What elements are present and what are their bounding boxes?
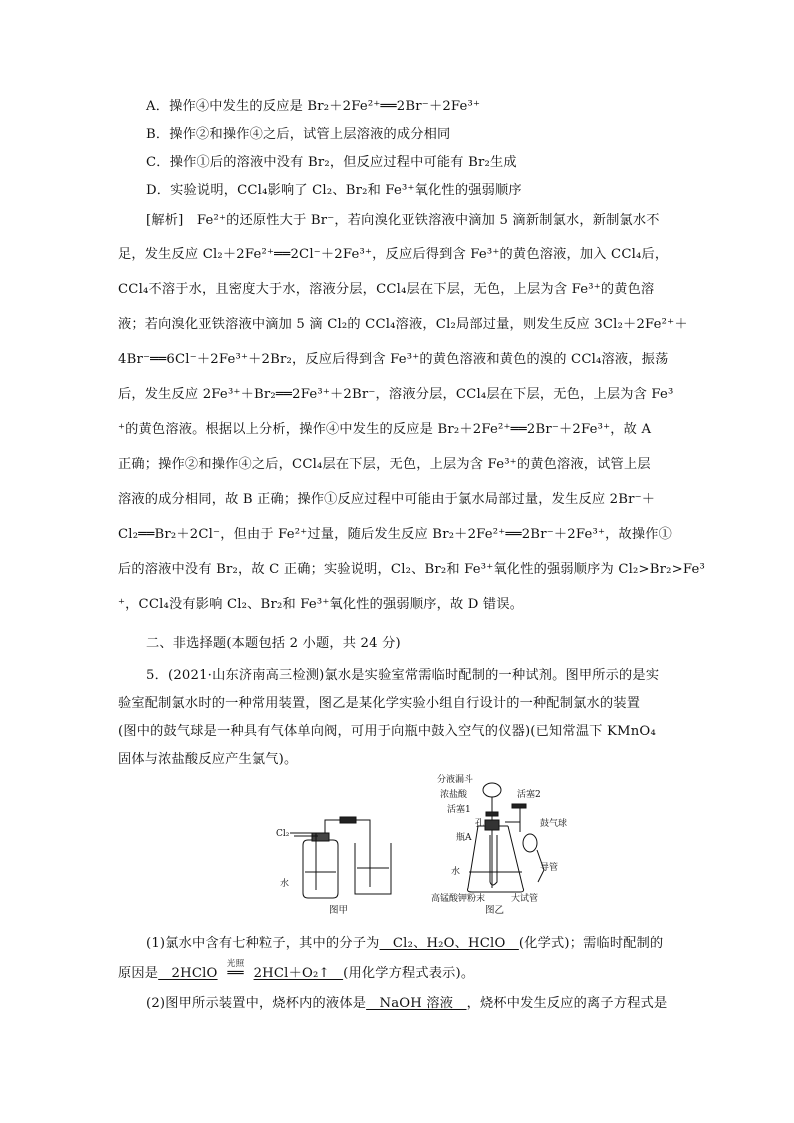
q1-answer-equation [158,959,344,981]
q2-prompt: (2)图甲所示装置中，烧杯内的液体是 [146,996,367,1011]
fig-jia-cl2-label: Cl₂ [276,829,290,839]
option-c: C．操作①后的溶液中没有 Br₂，但反应过程中可能有 Br₂生成 [146,155,517,170]
q1-tail: (用化学方程式表示)。 [343,966,475,981]
analysis-line: 溶液的成分相同，故 B 正确；操作①反应过程中可能由于氯水局部过量，发生反应 2Br⁻＋ [118,492,656,507]
analysis-line: 正确；操作②和操作④之后，CCl₄层在下层，无色，上层为含 Fe³⁺的黄色溶液，试管上层 [118,457,651,472]
fig-yi-acid-label: 浓盐酸 [440,790,468,800]
fig-yi-conduit-label: 导管 [540,863,559,873]
q1-prompt: (1)氯水中含有七种粒子，其中的分子为 [146,936,380,951]
question-5-line: 验室配制氯水时的一种常用装置，图乙是某化学实验小组自行设计的一种配制氯水的装置 [118,696,641,711]
fig-yi-tube-label: 大试管 [511,894,539,904]
q2-tail: ，烧杯中发生反应的离子方程式是 [466,996,668,1011]
question-5-line: 5．(2021·山东济南高三检测)氯水是实验室常需临时配制的一种试剂。图甲所示的是实 [146,668,660,683]
question-5-line: (图中的鼓气球是一种具有气体单向阀，可用于向瓶中鼓入空气的仪器)(已知常温下 KMnO₄ [118,724,656,739]
option-b: B．操作②和操作④之后，试管上层溶液的成分相同 [146,127,451,142]
fig-yi-funnel-label: 分液漏斗 [437,775,474,785]
fig-yi-caption: 图乙 [485,905,505,916]
equation-left: 2HClO [158,966,218,981]
equation-condition: 光照 [226,959,245,969]
analysis-line: 后，发生反应 2Fe³⁺＋Br₂══2Fe³⁺＋2Br⁻，溶液分层，CCl₄层在下层，无色，上层为含 Fe³ [118,387,674,402]
equation-right: 2HCl＋O₂↑ [253,966,344,981]
question-5-line: 固体与浓盐酸反应产生氯气)。 [118,752,298,767]
section-title: 二、非选择题(本题包括 2 小题，共 24 分) [146,636,401,651]
analysis-line: 后的溶液中没有 Br₂，故 C 正确；实验说明，Cl₂、Br₂和 Fe³⁺氧化性的强弱顺序为 Cl₂>Br₂>Fe³ [118,562,706,577]
analysis-line: Cl₂══Br₂＋2Cl⁻，但由于 Fe²⁺过量，随后发生反应 Br₂＋2Fe²⁺══2Br⁻＋2Fe³⁺，故操作① [118,527,673,542]
analysis-line: ⁺的黄色溶液。根据以上分析，操作④中发生的反应是 Br₂＋2Fe²⁺══2Br⁻＋2Fe³⁺，故 A [118,422,652,437]
analysis-line: [解析] Fe²⁺的还原性大于 Br⁻，若向溴化亚铁溶液中滴加 5 滴新制氯水，新制氯水不 [146,213,660,228]
q1-answer-molecules: Cl₂、H₂O、HClO [379,936,519,951]
q1-reason-label: 原因是 [118,966,159,981]
fig-yi-bulb-label: 鼓气球 [540,819,568,829]
fig-yi-hole-label: 孔 [475,819,485,829]
fig-jia-caption: 图甲 [329,905,349,916]
fig-yi-stopcock2-label: 活塞2 [517,790,541,800]
analysis-line: 液；若向溴化亚铁溶液中滴加 5 滴 Cl₂的 CCl₄溶液，Cl₂局部过量，则发生反应 3Cl₂＋2Fe²⁺＋ [118,317,688,332]
q2-answer-liquid: NaOH 溶液 [366,996,467,1011]
option-a: A．操作④中发生的反应是 Br₂＋2Fe²⁺══2Br⁻＋2Fe³⁺ [146,99,481,114]
analysis-line: CCl₄不溶于水，且密度大于水，溶液分层，CCl₄层在下层，无色，上层为含 Fe³⁺的黄色溶 [118,282,655,297]
fig-yi-water-label: 水 [451,867,461,877]
fig-jia-water-label: 水 [280,879,290,889]
q1-line2 [118,959,475,981]
q2-line [146,992,667,1011]
fig-yi-bottle-label: 瓶A [456,833,472,843]
equation-arrow: 光照 ══ [218,966,254,981]
option-d: D．实验说明，CCl₄影响了 Cl₂、Br₂和 Fe³⁺氧化性的强弱顺序 [146,183,522,198]
q1-line1 [146,932,663,951]
fig-yi-powder-label: 高锰酸钾粉末 [431,894,486,904]
analysis-line: ⁺，CCl₄没有影响 Cl₂、Br₂和 Fe³⁺氧化性的强弱顺序，故 D 错误。 [118,597,524,612]
fig-yi-stopcock1-label: 活塞1 [447,805,471,815]
q1-mid: (化学式)；需临时配制的 [518,936,664,951]
analysis-line: 足，发生反应 Cl₂＋2Fe²⁺══2Cl⁻＋2Fe³⁺，反应后得到含 Fe³⁺的黄色溶液，加入 CCl₄后， [118,247,669,262]
analysis-line: 4Br⁻══6Cl⁻＋2Fe³⁺＋2Br₂，反应后得到含 Fe³⁺的黄色溶液和黄色的溴的 CCl₄溶液，振荡 [118,352,669,367]
